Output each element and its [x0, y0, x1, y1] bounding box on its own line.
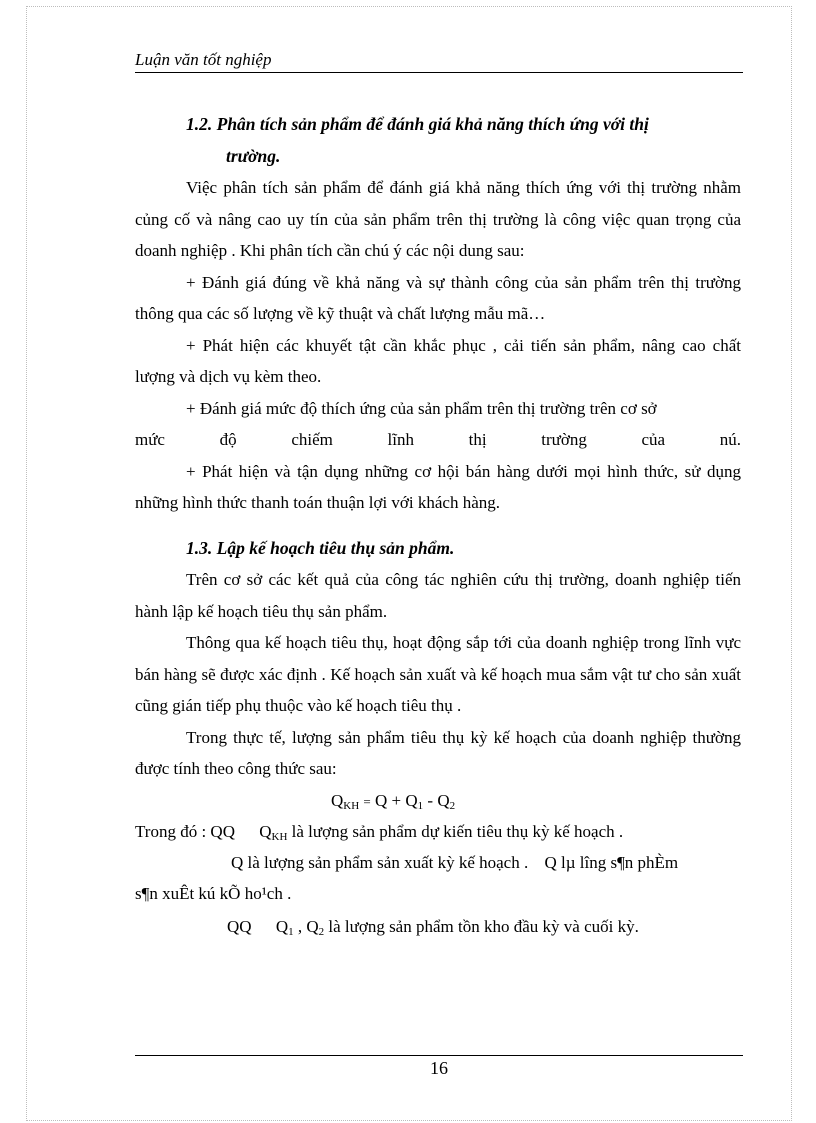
where-q2-sub: 2 [318, 925, 325, 938]
where-line-3 [135, 878, 741, 909]
formula-sub1: 1 [417, 799, 424, 812]
bullet-item-continuation: mức độ chiếm lĩnh thị trường của nú. [135, 430, 741, 449]
where-qkh-sub: KH [271, 830, 288, 843]
formula-lhs-sub: KH [343, 799, 360, 812]
formula-sub2: 2 [449, 799, 456, 812]
section-heading-1-3 [135, 533, 741, 565]
section-number: 1.3. [186, 537, 213, 558]
bullet-item: + Phát hiện và tận dụng những cơ hội bán hàng dưới mọi hình thức, sử dụng những hình thức thanh toán thuận lợi với khách hàng. [135, 461, 741, 512]
where-qkh: Q [259, 821, 272, 841]
bullet-item: + Đánh giá mức độ thích ứng của sản phẩm trên thị trường trên cơ sở [186, 398, 657, 418]
bullet-item: + Đánh giá đúng về khả năng và sự thành công của sản phẩm trên thị trường thông qua các số lượng về kỹ thuật và chất lượng mẫu mã… [135, 272, 741, 323]
paragraph: Trên cơ sở các kết quả của công tác nghiên cứu thị trường, doanh nghiệp tiến hành lập kế hoạch tiêu thụ sản phẩm. [135, 570, 741, 621]
where-garbled-text-cont: s¶n xuÊt kú kÕ ho¹ch . [135, 883, 292, 903]
formula-rhs: Q + Q [375, 790, 418, 810]
where-line-4 [135, 909, 741, 945]
page-number: 16 [430, 1058, 448, 1078]
paragraph: Trong thực tế, lượng sản phẩm tiêu thụ kỳ kế hoạch của doanh nghiệp thường được tính theo công thức sau: [135, 727, 741, 778]
section-title: Lập kế hoạch tiêu thụ sản phẩm. [216, 537, 455, 558]
formula [135, 787, 741, 816]
document-body [135, 108, 741, 945]
where-q12-text: là lượng sản phẩm tồn kho đầu kỳ và cuối kỳ. [328, 916, 639, 936]
section-title-line1: Phân tích sản phẩm để đánh giá khả năng thích ứng với thị [216, 114, 649, 134]
where-line-2 [135, 847, 741, 878]
where-garbled-text: Q lµ lîng s¶n phÈm [544, 852, 679, 872]
where-qq: QQ [227, 916, 252, 936]
section-title-line2: trường. [226, 146, 281, 166]
where-qkh-text: là lượng sản phẩm dự kiến tiêu thụ kỳ kế hoạch . [291, 821, 624, 841]
bullet-item: + Phát hiện các khuyết tật cần khắc phục , cải tiến sản phẩm, nâng cao chất lượng và dịch vụ kèm theo. [135, 335, 741, 386]
where-q-text: Q là lượng sản phẩm sản xuất kỳ kế hoạch . [231, 852, 529, 872]
running-header: Luận văn tốt nghiệp [135, 48, 743, 73]
where-q1: Q [275, 916, 289, 936]
formula-equals: = [363, 793, 371, 809]
where-line-1 [135, 816, 741, 847]
formula-lhs: Q [331, 790, 344, 810]
where-q2: , Q [297, 916, 319, 936]
section-number: 1.2. [186, 114, 213, 134]
paragraph: Thông qua kế hoạch tiêu thụ, hoạt động sắp tới của doanh nghiệp trong lĩnh vực bán hàng sẽ được xác định . Kế hoạch sản xuất và kế hoạch mua sắm vật tư cho sản xuất cũng gián tiếp phụ thuộc vào kế hoạch tiêu thụ . [135, 633, 741, 715]
section-heading-1-2 [135, 108, 741, 172]
formula-minus: - Q [427, 790, 450, 810]
where-intro: Trong đó : QQ [135, 821, 235, 841]
where-q1-sub: 1 [288, 925, 294, 938]
paragraph: Việc phân tích sản phẩm để đánh giá khả năng thích ứng với thị trường nhằm củng cố và nâng cao uy tín của sản phẩm trên thị trường là công việc quan trọng của doanh nghiệp . Khi phân tích cần chú ý các nội dung sau: [135, 178, 741, 260]
